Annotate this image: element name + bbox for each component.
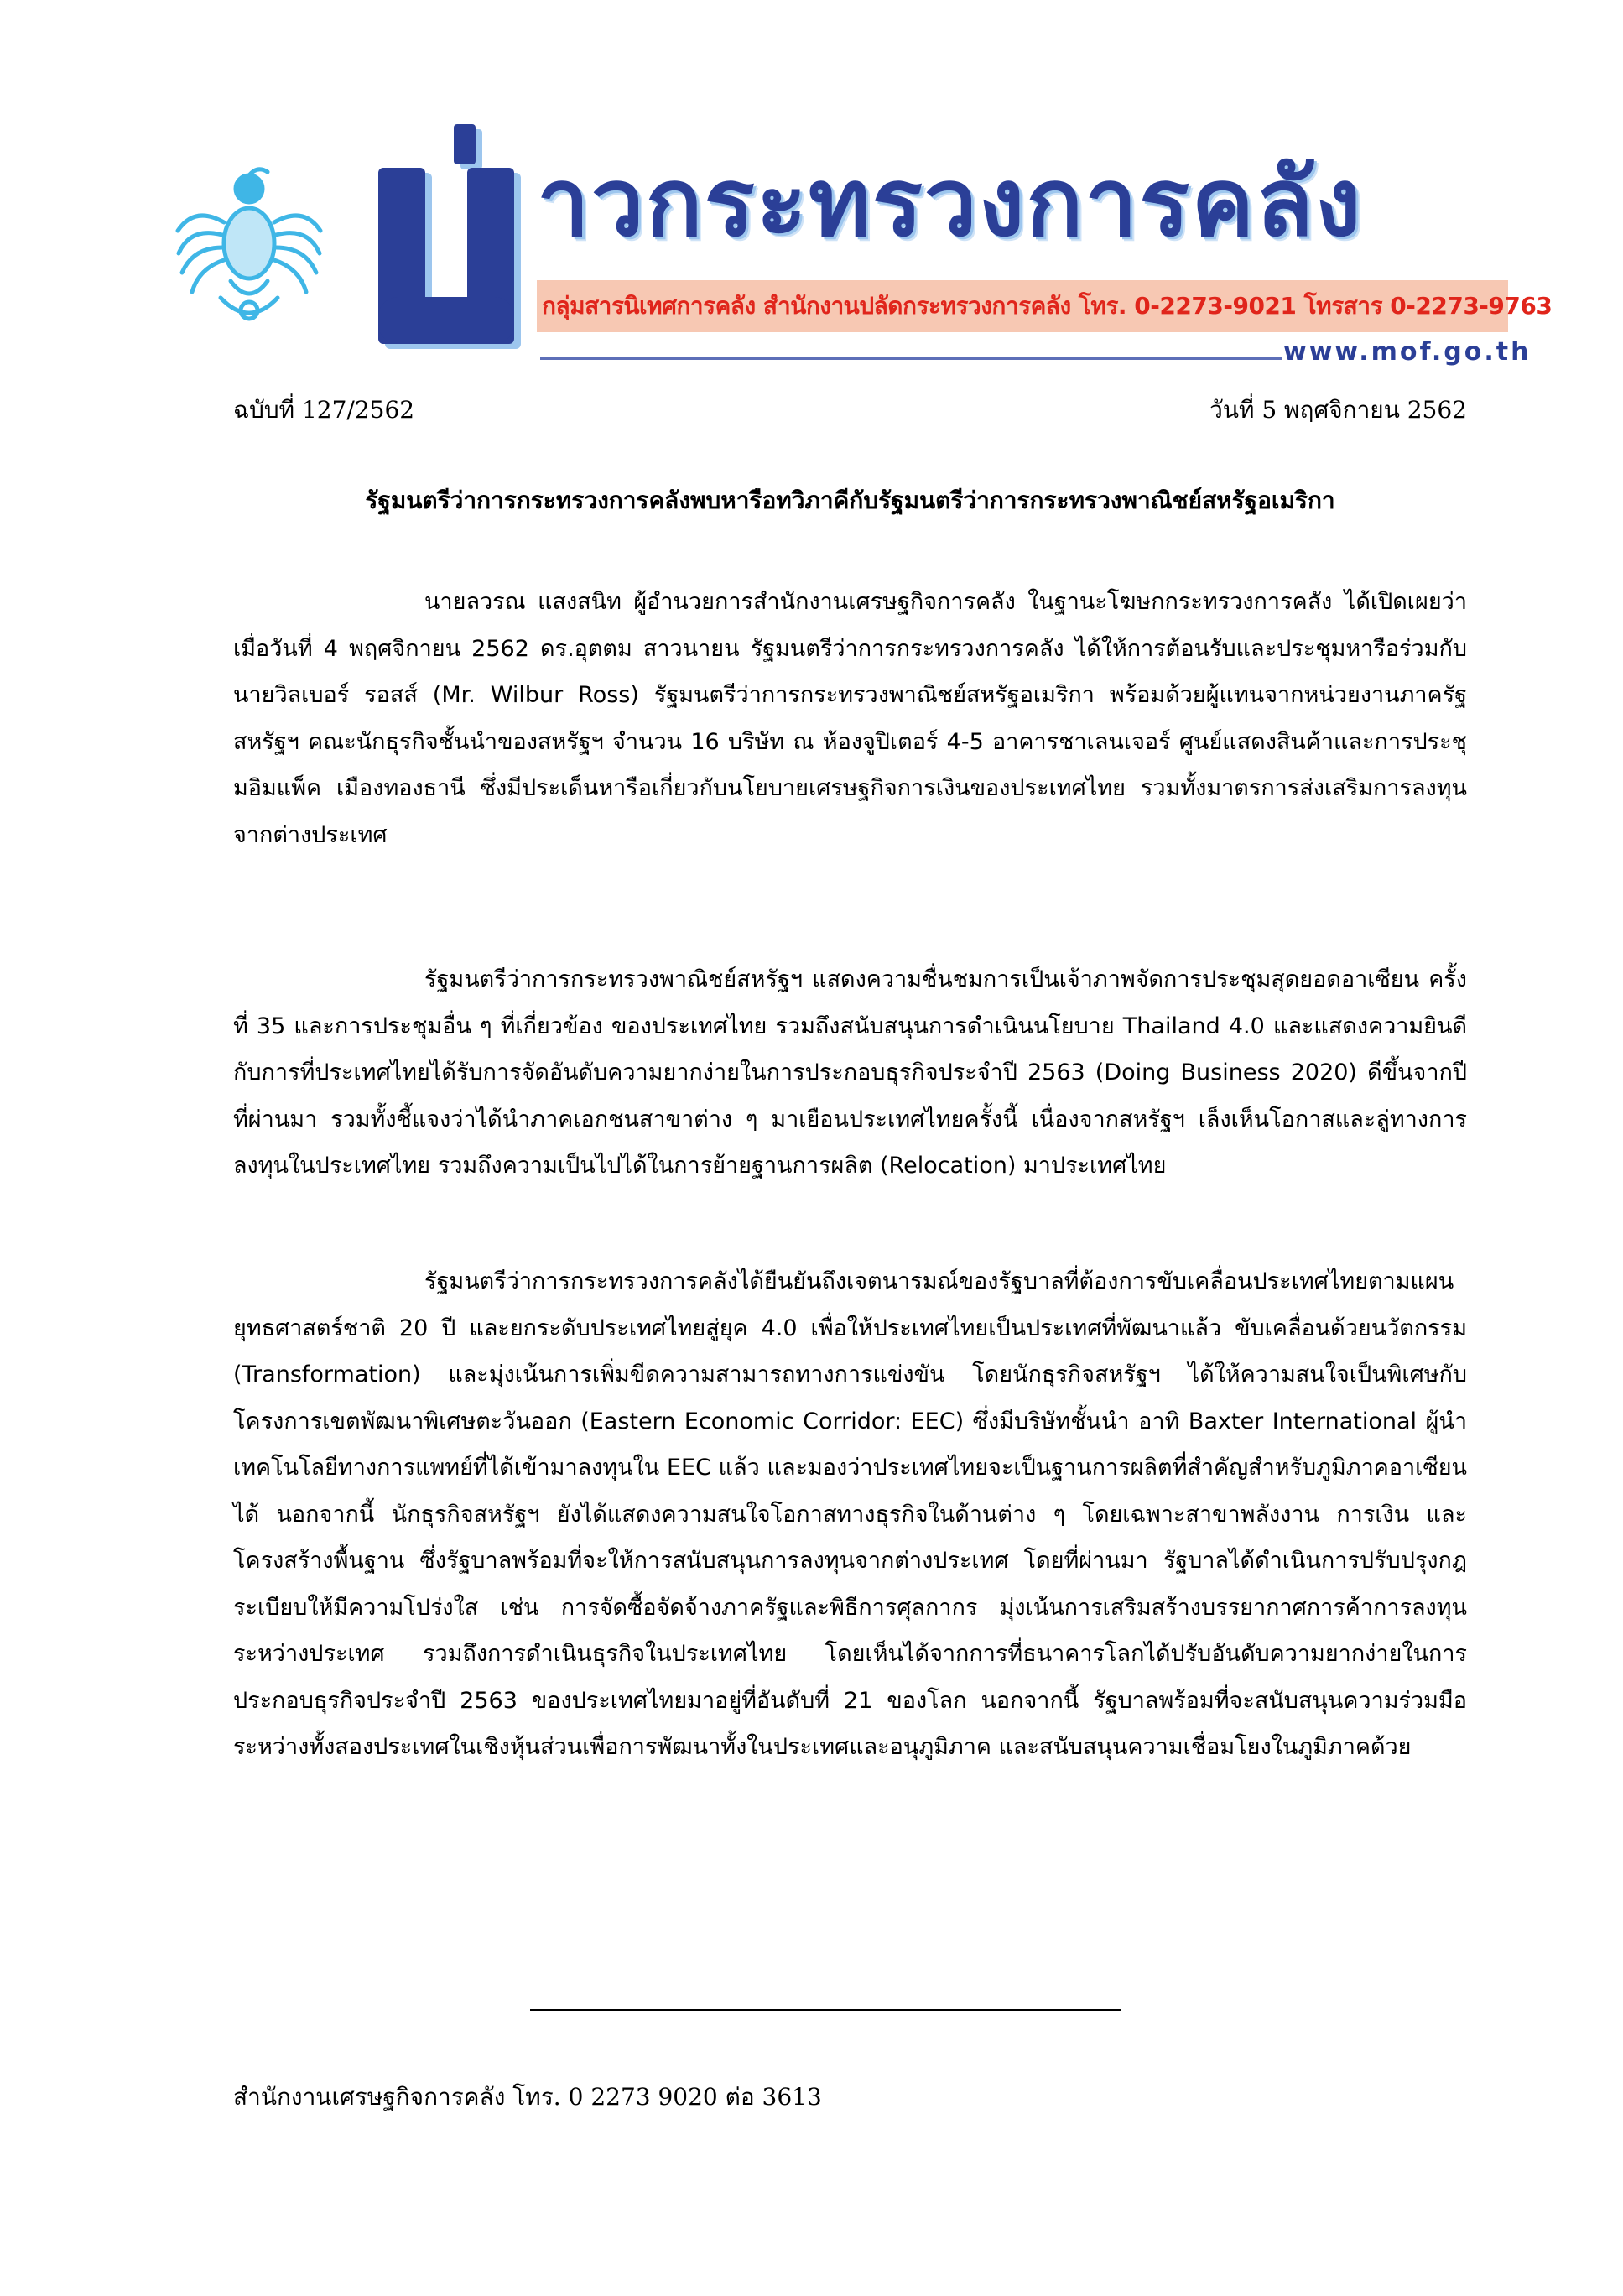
masthead-letter-kho: [373, 124, 537, 355]
letterhead: [0, 0, 1623, 369]
masthead-title: าวกระทรวงการคลัง: [537, 148, 1363, 258]
contact-line: กลุ่มสารนิเทศการคลัง สำนักงานปลัดกระทรวงการคลัง โทร. 0-2273-9021 โทรสาร 0-2273-9763: [542, 292, 1553, 320]
body-paragraph-1: นายลวรณ แสงสนิท ผู้อำนวยการสำนักงานเศรษฐกิจการคลัง ในฐานะโฆษกกระทรวงการคลัง ได้เปิดเผยว่า เมื่อวันที่ 4 พฤศจิกายน 2562 ดร.อุตตม สาวนายน รัฐมนตรีว่าการกระทรวงการคลัง ได้ให้การต้อนรับและประชุมหารือร่วมกับนายวิลเบอร์ รอสส์ (Mr. Wilbur Ross) รัฐมนตรีว่าการกระทรวงพาณิชย์สหรัฐอเมริกา พร้อมด้วยผู้แทนจากหน่วยงานภาครัฐสหรัฐฯ คณะนักธุรกิจชั้นนำของสหรัฐฯ จำนวน 16 บริษัท ณ ห้องจูปิเตอร์ 4-5 อาคารชาเลนเจอร์ ศูนย์แสดงสินค้าและการประชุมอิมแพ็ค เมืองทองธานี ซึ่งมีประเด็นหารือเกี่ยวกับนโยบายเศรษฐกิจการเงินของประเทศไทย รวมทั้งมาตรการส่งเสริมการลงทุนจากต่างประเทศ: [233, 589, 1467, 848]
issue-number: ฉบับที่ 127/2562: [233, 396, 415, 424]
body-paragraph-2: รัฐมนตรีว่าการกระทรวงพาณิชย์สหรัฐฯ แสดงความชื่นชมการเป็นเจ้าภาพจัดการประชุมสุดยอดอาเซียน ครั้งที่ 35 และการประชุมอื่น ๆ ที่เกี่ยวข้อง ของประเทศไทย รวมถึงสนับสนุนการดำเนินนโยบาย Thailand 4.0 และแสดงความยินดีกับการที่ประเทศไทยได้รับการจัดอันดับความยากง่ายในการประกอบธุรกิจประจำปี 2563 (Doing Business 2020) ดีขึ้นจากปีที่ผ่านมา รวมทั้งชี้แจงว่าได้นำภาคเอกชนสาขาต่าง ๆ มาเยือนประเทศไทยครั้งนี้ เนื่องจากสหรัฐฯ เล็งเห็นโอกาสและลู่ทางการลงทุนในประเทศไทย รวมถึงความเป็นไปได้ในการย้ายฐานการผลิต (Relocation) มาประเทศไทย: [233, 966, 1467, 1179]
footer-contact: สำนักงานเศรษฐกิจการคลัง โทร. 0 2273 9020 ต่อ 3613: [233, 2083, 822, 2111]
body-paragraph-3: รัฐมนตรีว่าการกระทรวงการคลังได้ยืนยันถึงเจตนารมณ์ของรัฐบาลที่ต้องการขับเคลื่อนประเทศไทยตามแผนยุทธศาสตร์ชาติ 20 ปี และยกระดับประเทศไทยสู่ยุค 4.0 เพื่อให้ประเทศไทยเป็นประเทศที่พัฒนาแล้ว ขับเคลื่อนด้วยนวัตกรรม (Transformation) และมุ่งเน้นการเพิ่มขีดความสามารถทางการแข่งขัน โดยนักธุรกิจสหรัฐฯ ได้ให้ความสนใจเป็นพิเศษกับโครงการเขตพัฒนาพิเศษตะวันออก (Eastern Economic Corridor: EEC) ซึ่งมีบริษัทชั้นนำ อาทิ Baxter International ผู้นำเทคโนโลยีทางการแพทย์ที่ได้เข้ามาลงทุนใน EEC แล้ว และมองว่าประเทศไทยจะเป็นฐานการผลิตที่สำคัญสำหรับภูมิภาคอาเซียนได้ นอกจากนี้ นักธุรกิจสหรัฐฯ ยังได้แสดงความสนใจโอกาสทางธุรกิจในด้านต่าง ๆ โดยเฉพาะสาขาพลังงาน การเงิน และโครงสร้างพื้นฐาน ซึ่งรัฐบาลพร้อมที่จะให้การสนับสนุนการลงทุนจากต่างประเทศ โดยที่ผ่านมา รัฐบาลได้ดำเนินการปรับปรุงกฎระเบียบให้มีความโปร่งใส เช่น การจัดซื้อจัดจ้างภาครัฐและพิธีการศุลกากร มุ่งเน้นการเสริมสร้างบรรยากาศการค้าการลงทุนระหว่างประเทศ รวมถึงการดำเนินธุรกิจในประเทศไทย โดยเห็นได้จากการที่ธนาคารโลกได้ปรับอันดับความยากง่ายในการประกอบธุรกิจประจำปี 2563 ของประเทศไทยมาอยู่ที่อันดับที่ 21 ของโลก นอกจากนี้ รัฐบาลพร้อมที่จะสนับสนุนความร่วมมือระหว่างทั้งสองประเทศในเชิงหุ้นส่วนเพื่อการพัฒนาทั้งในประเทศและอนุภูมิภาค และสนับสนุนความเชื่อมโยงในภูมิภาคด้วย: [233, 1268, 1467, 1760]
closing-divider: [530, 2009, 1121, 2011]
issue-date: วันที่ 5 พฤศจิกายน 2562: [1209, 396, 1467, 424]
garuda-emblem-icon: [172, 164, 327, 323]
headline: รัฐมนตรีว่าการกระทรวงการคลังพบหารือทวิภาคีกับรัฐมนตรีว่าการกระทรวงพาณิชย์สหรัฐอเมริกา: [365, 487, 1335, 514]
masthead-divider: [540, 357, 1282, 360]
contact-strip: [537, 280, 1553, 332]
website-link[interactable]: www.mof.go.th: [1283, 337, 1532, 367]
